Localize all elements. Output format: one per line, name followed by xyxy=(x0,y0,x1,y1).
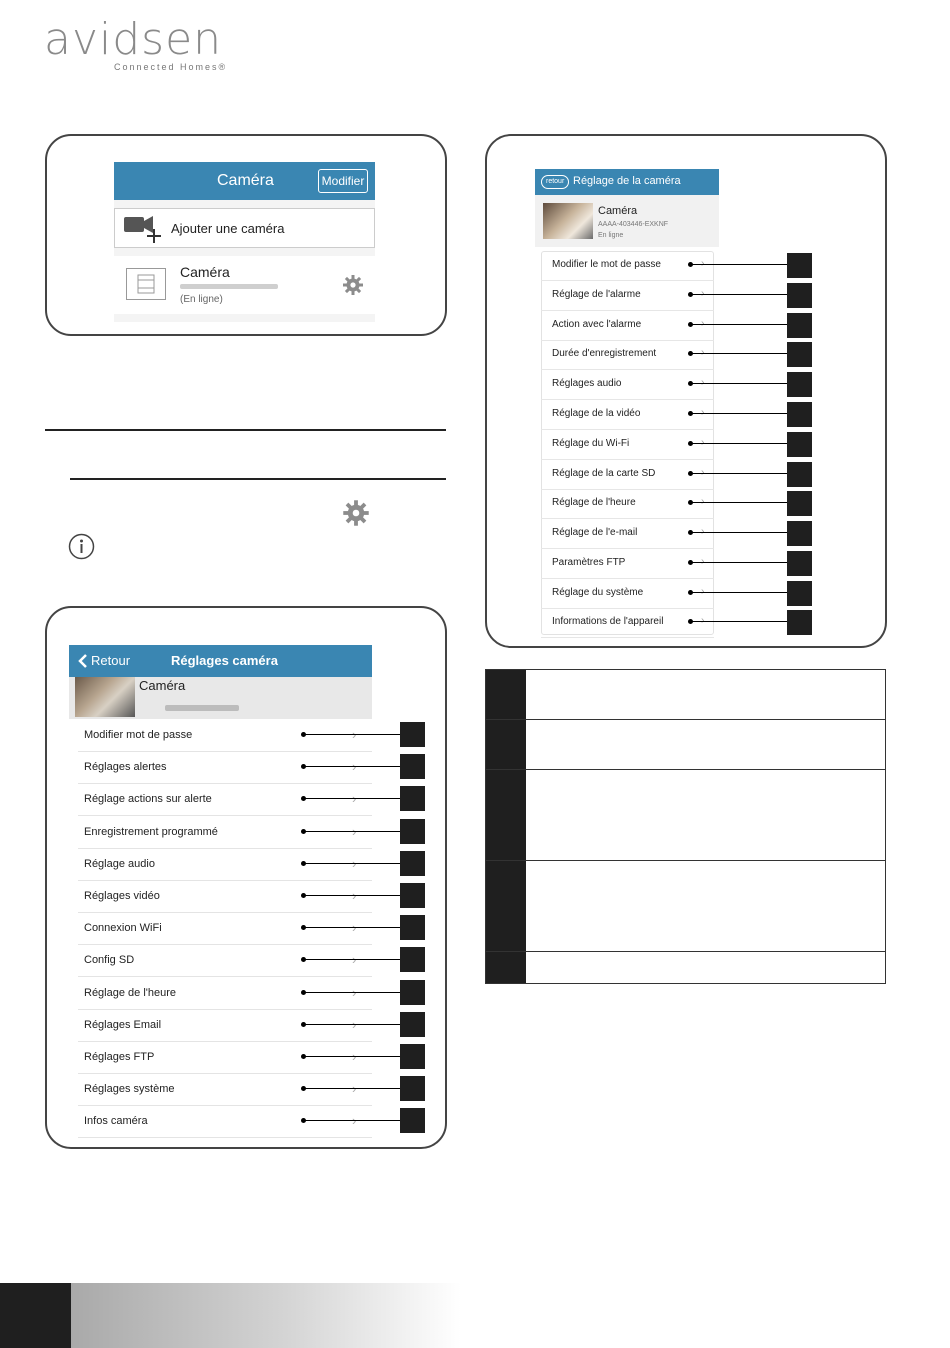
callout-box xyxy=(400,1012,425,1037)
settings-row[interactable] xyxy=(78,1010,372,1042)
settings-row-label: Connexion WiFi xyxy=(84,922,162,934)
callout-box xyxy=(787,432,812,457)
callout-dot xyxy=(301,990,306,995)
table-row-divider xyxy=(486,860,885,861)
camera-list-screen xyxy=(114,162,375,322)
callout-box xyxy=(400,980,425,1005)
callout-box xyxy=(400,851,425,876)
callout-dot xyxy=(301,861,306,866)
callout-line xyxy=(691,592,788,593)
settings-row[interactable] xyxy=(541,251,714,281)
callout-line xyxy=(691,562,788,563)
add-camera-label: Ajouter une caméra xyxy=(171,221,285,236)
camera-status: (En ligne) xyxy=(180,294,223,305)
callout-line xyxy=(304,927,400,928)
callout-box xyxy=(787,521,812,546)
callout-dot xyxy=(301,829,306,834)
settings-row[interactable] xyxy=(541,430,714,460)
settings-row-label: Réglage audio xyxy=(84,858,155,870)
callout-box xyxy=(787,491,812,516)
callout-dot xyxy=(688,411,693,416)
callout-line xyxy=(691,324,788,325)
callout-box xyxy=(787,283,812,308)
settings-row[interactable] xyxy=(78,1106,372,1138)
settings-row[interactable] xyxy=(541,340,714,370)
settings-row[interactable] xyxy=(541,400,714,430)
settings-row-label: Réglages Email xyxy=(84,1019,162,1031)
settings-title: Réglage de la caméra xyxy=(573,175,681,187)
callout-box xyxy=(400,786,425,811)
settings-row[interactable] xyxy=(78,1074,372,1106)
callout-box xyxy=(400,1044,425,1069)
settings-row[interactable] xyxy=(78,913,372,945)
callout-line xyxy=(691,413,788,414)
callout-box xyxy=(400,722,425,747)
settings-row[interactable] xyxy=(78,881,372,913)
table-number-column xyxy=(486,670,526,983)
info-icon xyxy=(68,533,95,560)
camera-id: AAAA-403446-EXKNF xyxy=(598,221,669,228)
callout-box xyxy=(787,610,812,635)
settings-title: Réglages caméra xyxy=(171,653,278,668)
settings-row-label: Réglages FTP xyxy=(84,1051,155,1063)
callout-box xyxy=(400,915,425,940)
camera-thumbnail xyxy=(543,203,593,239)
settings-row-label: Réglage de la vidéo xyxy=(552,408,641,419)
table-row-divider xyxy=(486,719,885,720)
camera-info-bar xyxy=(535,195,719,247)
film-icon xyxy=(126,268,166,300)
callout-dot xyxy=(301,732,306,737)
callout-line xyxy=(691,443,788,444)
callout-dot xyxy=(688,351,693,356)
callout-box xyxy=(400,1076,425,1101)
reference-table xyxy=(485,669,886,984)
settings-row-label: Informations de l'appareil xyxy=(552,616,664,627)
camera-status: En ligne xyxy=(598,232,624,239)
callout-box xyxy=(787,581,812,606)
callout-box xyxy=(787,342,812,367)
settings-row[interactable] xyxy=(78,978,372,1010)
settings-row-label: Réglage actions sur alerte xyxy=(84,793,212,805)
section-divider xyxy=(45,429,446,431)
settings-row-label: Réglages alertes xyxy=(84,761,167,773)
callout-line xyxy=(691,353,788,354)
edit-button[interactable]: Modifier xyxy=(318,169,368,193)
settings-row-label: Paramètres FTP xyxy=(552,557,626,568)
settings-row[interactable] xyxy=(541,281,714,311)
camera-list-item[interactable] xyxy=(114,256,375,314)
callout-line xyxy=(304,1024,400,1025)
settings-row-label: Réglage de l'alarme xyxy=(552,289,641,300)
settings-row[interactable] xyxy=(78,945,372,977)
callout-box xyxy=(787,253,812,278)
settings-row[interactable] xyxy=(541,370,714,400)
settings-row[interactable] xyxy=(541,549,714,579)
settings-row[interactable] xyxy=(541,579,714,609)
settings-row[interactable] xyxy=(541,608,714,638)
settings-row-label: Enregistrement programmé xyxy=(84,826,218,838)
callout-dot xyxy=(688,619,693,624)
callout-line xyxy=(304,1088,400,1089)
back-button[interactable]: Retour xyxy=(91,653,131,668)
callout-dot xyxy=(688,441,693,446)
callout-line xyxy=(691,502,788,503)
footer-page-block xyxy=(0,1283,71,1348)
camera-info-bar xyxy=(69,677,372,719)
table-row-divider xyxy=(486,769,885,770)
settings-row-label: Réglage de l'heure xyxy=(84,987,177,999)
camera-thumbnail xyxy=(75,677,135,717)
brand-logo xyxy=(44,14,244,74)
callout-line xyxy=(304,992,400,993)
table-row-divider xyxy=(486,951,885,952)
settings-row[interactable] xyxy=(541,519,714,549)
settings-row-label: Réglage de la carte SD xyxy=(552,468,656,479)
settings-row[interactable] xyxy=(78,1042,372,1074)
callout-line xyxy=(304,798,400,799)
callout-box xyxy=(400,754,425,779)
callout-dot xyxy=(688,590,693,595)
callout-box xyxy=(400,819,425,844)
settings-row[interactable] xyxy=(541,311,714,341)
settings-row-label: Réglages système xyxy=(84,1083,175,1095)
settings-row-label: Config SD xyxy=(84,954,135,966)
settings-row-label: Réglage de l'e-mail xyxy=(552,527,638,538)
gear-icon xyxy=(342,499,370,527)
settings-row-label: Durée d'enregistrement xyxy=(552,348,657,359)
settings-row-label: Action avec l'alarme xyxy=(552,319,642,330)
callout-box xyxy=(787,462,812,487)
settings-header-left xyxy=(69,645,372,677)
callout-box xyxy=(787,313,812,338)
gear-icon[interactable] xyxy=(342,274,364,296)
callout-line xyxy=(691,532,788,533)
brand-tagline: Connected Homes® xyxy=(114,62,228,72)
settings-row-label: Réglage du système xyxy=(552,587,644,598)
callout-dot xyxy=(688,560,693,565)
callout-dot xyxy=(688,471,693,476)
callout-dot xyxy=(688,500,693,505)
settings-row-label: Réglage de l'heure xyxy=(552,497,636,508)
callout-box xyxy=(787,372,812,397)
subsection-divider xyxy=(70,478,446,480)
callout-dot xyxy=(688,530,693,535)
camera-list-title: Caméra xyxy=(217,172,274,189)
callout-box xyxy=(787,402,812,427)
callout-box xyxy=(400,947,425,972)
settings-row-label: Réglage du Wi-Fi xyxy=(552,438,630,449)
callout-dot xyxy=(301,796,306,801)
back-button[interactable]: retour xyxy=(541,175,569,189)
callout-line xyxy=(304,1120,400,1121)
settings-row[interactable] xyxy=(78,784,372,816)
settings-header-right xyxy=(535,169,719,195)
chevron-left-icon[interactable] xyxy=(78,654,88,668)
callout-dot xyxy=(688,262,693,267)
blurred-camera-id xyxy=(180,284,278,289)
settings-row-label: Modifier mot de passe xyxy=(84,729,193,741)
brand-name: avidsen xyxy=(44,14,223,65)
callout-dot xyxy=(688,292,693,297)
settings-row-label: Modifier le mot de passe xyxy=(552,259,661,270)
callout-line xyxy=(304,734,400,735)
settings-row-label: Infos caméra xyxy=(84,1115,148,1127)
callout-line xyxy=(691,264,788,265)
settings-row[interactable] xyxy=(541,460,714,490)
callout-line xyxy=(304,1056,400,1057)
callout-dot xyxy=(301,1118,306,1123)
footer-gradient-bar xyxy=(71,1283,461,1348)
camera-name: Caméra xyxy=(598,205,638,217)
callout-line xyxy=(304,863,400,864)
callout-dot xyxy=(688,322,693,327)
camera-list-header xyxy=(114,162,375,200)
callout-dot xyxy=(301,1022,306,1027)
callout-box xyxy=(400,883,425,908)
callout-line xyxy=(304,959,400,960)
camera-name: Caméra xyxy=(180,264,230,280)
blurred-camera-id xyxy=(165,705,239,711)
callout-line xyxy=(304,766,400,767)
settings-row-label: Réglages audio xyxy=(552,378,622,389)
callout-line xyxy=(691,621,788,622)
callout-box xyxy=(400,1108,425,1133)
camera-add-icon xyxy=(123,215,165,245)
settings-row[interactable] xyxy=(78,817,372,849)
callout-dot xyxy=(301,1086,306,1091)
callout-line xyxy=(691,294,788,295)
callout-dot xyxy=(301,925,306,930)
camera-name: Caméra xyxy=(139,678,186,693)
settings-row[interactable] xyxy=(78,849,372,881)
settings-row[interactable] xyxy=(78,720,372,752)
settings-row[interactable] xyxy=(541,489,714,519)
settings-row[interactable] xyxy=(78,752,372,784)
callout-dot xyxy=(301,764,306,769)
callout-dot xyxy=(301,893,306,898)
callout-dot xyxy=(301,957,306,962)
callout-line xyxy=(304,831,400,832)
settings-row-label: Réglages vidéo xyxy=(84,890,160,902)
callout-line xyxy=(691,383,788,384)
callout-dot xyxy=(688,381,693,386)
callout-line xyxy=(304,895,400,896)
callout-line xyxy=(691,473,788,474)
add-camera-row[interactable] xyxy=(114,208,375,248)
callout-box xyxy=(787,551,812,576)
callout-dot xyxy=(301,1054,306,1059)
